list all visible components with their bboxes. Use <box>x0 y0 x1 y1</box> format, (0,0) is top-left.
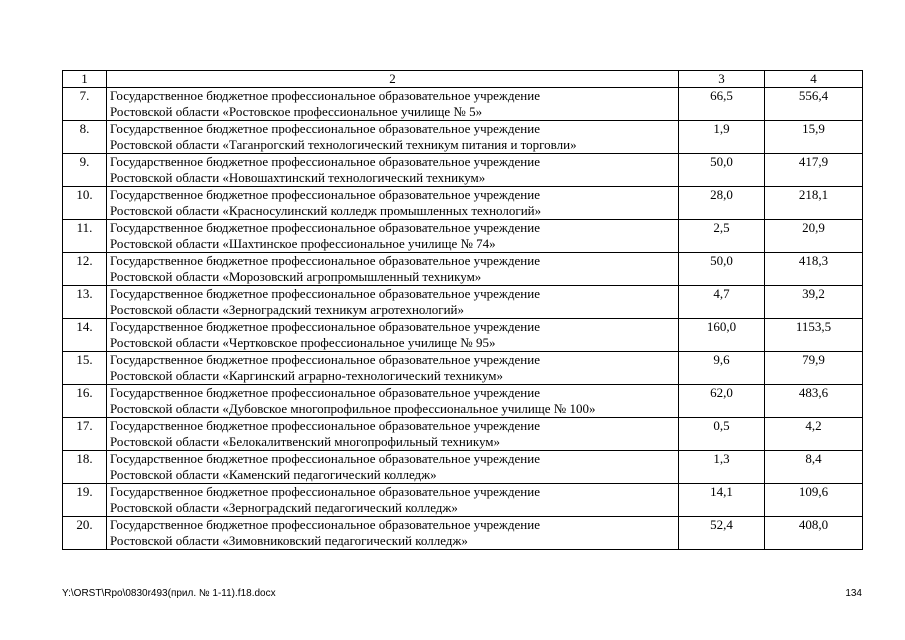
row-number: 14. <box>63 319 107 352</box>
table-row <box>63 286 863 319</box>
institution-name-line2: Ростовской области «Зимовниковский педагогический колледж» <box>110 533 468 548</box>
institution-name <box>107 220 679 253</box>
value-col-3: 2,5 <box>679 220 765 253</box>
row-number: 18. <box>63 451 107 484</box>
row-number: 17. <box>63 418 107 451</box>
value-col-4: 8,4 <box>765 451 863 484</box>
institution-name <box>107 253 679 286</box>
institution-name <box>107 121 679 154</box>
value-col-4: 20,9 <box>765 220 863 253</box>
institution-name-line2: Ростовской области «Зерноградский техникум агротехнологий» <box>110 302 464 317</box>
header-cell-4: 4 <box>765 71 863 88</box>
table-row <box>63 451 863 484</box>
institution-name-line1: Государственное бюджетное профессиональное образовательное учреждение <box>110 451 540 466</box>
header-cell-2: 2 <box>107 71 679 88</box>
value-col-3: 52,4 <box>679 517 765 550</box>
value-col-3: 0,5 <box>679 418 765 451</box>
institution-name-line2: Ростовской области «Морозовский агропромышленный техникум» <box>110 269 482 284</box>
institution-name-line2: Ростовской области «Красносулинский колледж промышленных технологий» <box>110 203 542 218</box>
row-number: 7. <box>63 88 107 121</box>
institution-name <box>107 451 679 484</box>
institution-name-line1: Государственное бюджетное профессиональное образовательное учреждение <box>110 286 540 301</box>
table-row <box>63 88 863 121</box>
institution-name-line1: Государственное бюджетное профессиональное образовательное учреждение <box>110 484 540 499</box>
value-col-4: 418,3 <box>765 253 863 286</box>
value-col-4: 4,2 <box>765 418 863 451</box>
institution-name-line2: Ростовской области «Чертковское профессиональное училище № 95» <box>110 335 496 350</box>
row-number: 10. <box>63 187 107 220</box>
row-number: 13. <box>63 286 107 319</box>
institution-name-line2: Ростовской области «Шахтинское профессиональное училище № 74» <box>110 236 496 251</box>
footer-file-path: Y:\ORST\Rpo\0830r493(прил. № 1-11).f18.docx <box>62 588 276 599</box>
row-number: 8. <box>63 121 107 154</box>
row-number: 15. <box>63 352 107 385</box>
value-col-4: 417,9 <box>765 154 863 187</box>
value-col-3: 62,0 <box>679 385 765 418</box>
institution-name <box>107 385 679 418</box>
institution-name <box>107 286 679 319</box>
value-col-3: 9,6 <box>679 352 765 385</box>
value-col-3: 50,0 <box>679 154 765 187</box>
value-col-4: 218,1 <box>765 187 863 220</box>
institution-name <box>107 484 679 517</box>
data-table <box>62 70 863 550</box>
value-col-3: 66,5 <box>679 88 765 121</box>
table-row <box>63 187 863 220</box>
value-col-4: 483,6 <box>765 385 863 418</box>
value-col-4: 556,4 <box>765 88 863 121</box>
institution-name-line1: Государственное бюджетное профессиональное образовательное учреждение <box>110 385 540 400</box>
institution-name-line1: Государственное бюджетное профессиональное образовательное учреждение <box>110 121 540 136</box>
institution-name-line1: Государственное бюджетное профессиональное образовательное учреждение <box>110 418 540 433</box>
institution-name-line1: Государственное бюджетное профессиональное образовательное учреждение <box>110 154 540 169</box>
institution-name-line2: Ростовской области «Каргинский аграрно-технологический техникум» <box>110 368 503 383</box>
table-body <box>63 71 863 550</box>
institution-name-line1: Государственное бюджетное профессиональное образовательное учреждение <box>110 220 540 235</box>
value-col-4: 109,6 <box>765 484 863 517</box>
footer-page-number: 134 <box>845 588 862 599</box>
value-col-4: 79,9 <box>765 352 863 385</box>
header-row <box>63 71 863 88</box>
table-row <box>63 517 863 550</box>
value-col-3: 50,0 <box>679 253 765 286</box>
institution-name <box>107 319 679 352</box>
value-col-3: 28,0 <box>679 187 765 220</box>
table-row <box>63 253 863 286</box>
table-row <box>63 385 863 418</box>
header-cell-1: 1 <box>63 71 107 88</box>
institution-name-line1: Государственное бюджетное профессиональное образовательное учреждение <box>110 88 540 103</box>
institution-name <box>107 517 679 550</box>
institution-name-line1: Государственное бюджетное профессиональное образовательное учреждение <box>110 352 540 367</box>
institution-name <box>107 88 679 121</box>
table-row <box>63 352 863 385</box>
table-row <box>63 154 863 187</box>
row-number: 19. <box>63 484 107 517</box>
value-col-3: 1,3 <box>679 451 765 484</box>
institution-name-line2: Ростовской области «Белокалитвенский многопрофильный техникум» <box>110 434 501 449</box>
row-number: 9. <box>63 154 107 187</box>
table-row <box>63 121 863 154</box>
institution-name-line1: Государственное бюджетное профессиональное образовательное учреждение <box>110 187 540 202</box>
institution-name-line2: Ростовской области «Каменский педагогический колледж» <box>110 467 437 482</box>
institution-name-line2: Ростовской области «Дубовское многопрофильное профессиональное училище № 100» <box>110 401 596 416</box>
value-col-3: 160,0 <box>679 319 765 352</box>
value-col-4: 15,9 <box>765 121 863 154</box>
row-number: 16. <box>63 385 107 418</box>
value-col-4: 1153,5 <box>765 319 863 352</box>
institution-name <box>107 418 679 451</box>
institution-name-line2: Ростовской области «Новошахтинский технологический техникум» <box>110 170 486 185</box>
value-col-4: 408,0 <box>765 517 863 550</box>
institution-name <box>107 187 679 220</box>
institution-name-line1: Государственное бюджетное профессиональное образовательное учреждение <box>110 253 540 268</box>
value-col-4: 39,2 <box>765 286 863 319</box>
header-cell-3: 3 <box>679 71 765 88</box>
table-row <box>63 418 863 451</box>
table-row <box>63 484 863 517</box>
value-col-3: 4,7 <box>679 286 765 319</box>
row-number: 11. <box>63 220 107 253</box>
institution-name <box>107 352 679 385</box>
table-row <box>63 220 863 253</box>
row-number: 20. <box>63 517 107 550</box>
institution-name-line1: Государственное бюджетное профессиональное образовательное учреждение <box>110 319 540 334</box>
value-col-3: 14,1 <box>679 484 765 517</box>
institution-name-line2: Ростовской области «Таганрогский технологический техникум питания и торговли» <box>110 137 577 152</box>
row-number: 12. <box>63 253 107 286</box>
institution-name-line2: Ростовской области «Ростовское профессиональное училище № 5» <box>110 104 483 119</box>
institution-name <box>107 154 679 187</box>
value-col-3: 1,9 <box>679 121 765 154</box>
institution-name-line2: Ростовской области «Зерноградский педагогический колледж» <box>110 500 458 515</box>
table-row <box>63 319 863 352</box>
institution-name-line1: Государственное бюджетное профессиональное образовательное учреждение <box>110 517 540 532</box>
